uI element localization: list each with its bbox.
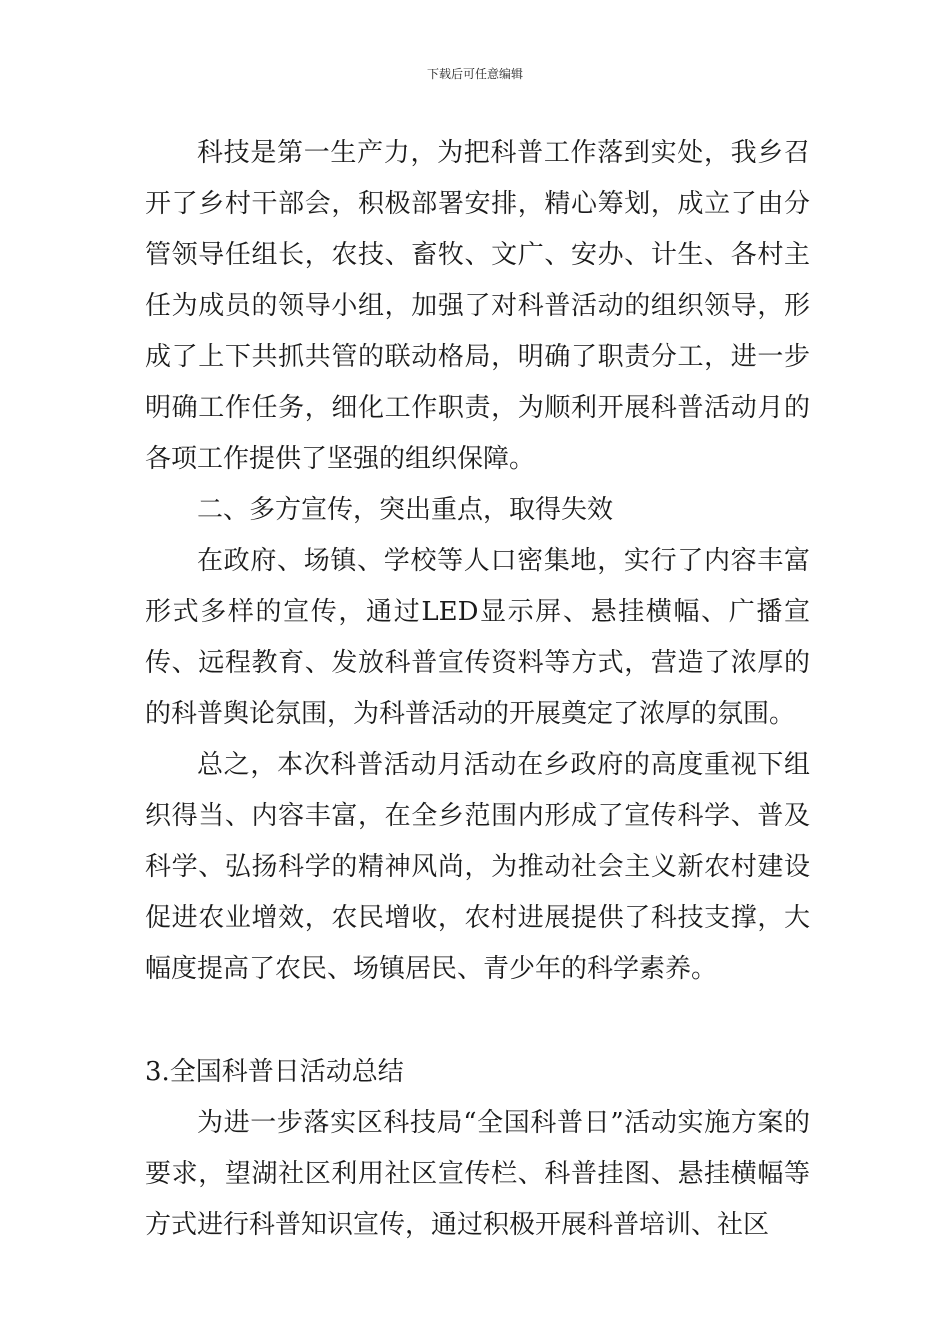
page-header-note: 下载后可任意编辑 [426, 67, 523, 81]
document-body [145, 128, 810, 1251]
paragraph-summary: 总之，本次科普活动月活动在乡政府的高度重视下组织得当、内容丰富，在全乡范围内形成了宣传科学、普及科学、弘扬科学的精神风尚，为推动社会主义新农村建设促进农业增效，农民增收，农村进展提供了科技支撑，大幅度提高了农民、场镇居民、青少年的科学素养。 [145, 750, 810, 984]
paragraph-science-day: 为进一步落实区科技局“全国科普日”活动实施方案的要求，望湖社区利用社区宣传栏、科普挂图、悬挂横幅等方式进行科普知识宣传，通过积极开展科普培训、社区 [145, 1108, 810, 1240]
section-heading-publicity: 二、多方宣传，突出重点，取得失效 [197, 495, 614, 525]
paragraph-organization: 科技是第一生产力，为把科普工作落到实处，我乡召开了乡村干部会，积极部署安排，精心筹划，成立了由分管领导任组长，农技、畜牧、文广、安办、计生、各村主任为成员的领导小组，加强了对科普活动的组织领导，形成了上下共抓共管的联动格局，明确了职责分工，进一步明确工作任务，细化工作职责，为顺利开展科普活动月的各项工作提供了坚强的组织保障。 [145, 138, 810, 474]
paragraph-publicity: 在政府、场镇、学校等人口密集地，实行了内容丰富形式多样的宣传，通过LED显示屏、悬挂横幅、广播宣传、远程教育、发放科普宣传资料等方式，营造了浓厚的的科普舆论氛围，为科普活动的开展奠定了浓厚的氛围。 [145, 546, 810, 729]
item-heading-national-science-day: 3.全国科普日活动总结 [145, 1057, 404, 1087]
